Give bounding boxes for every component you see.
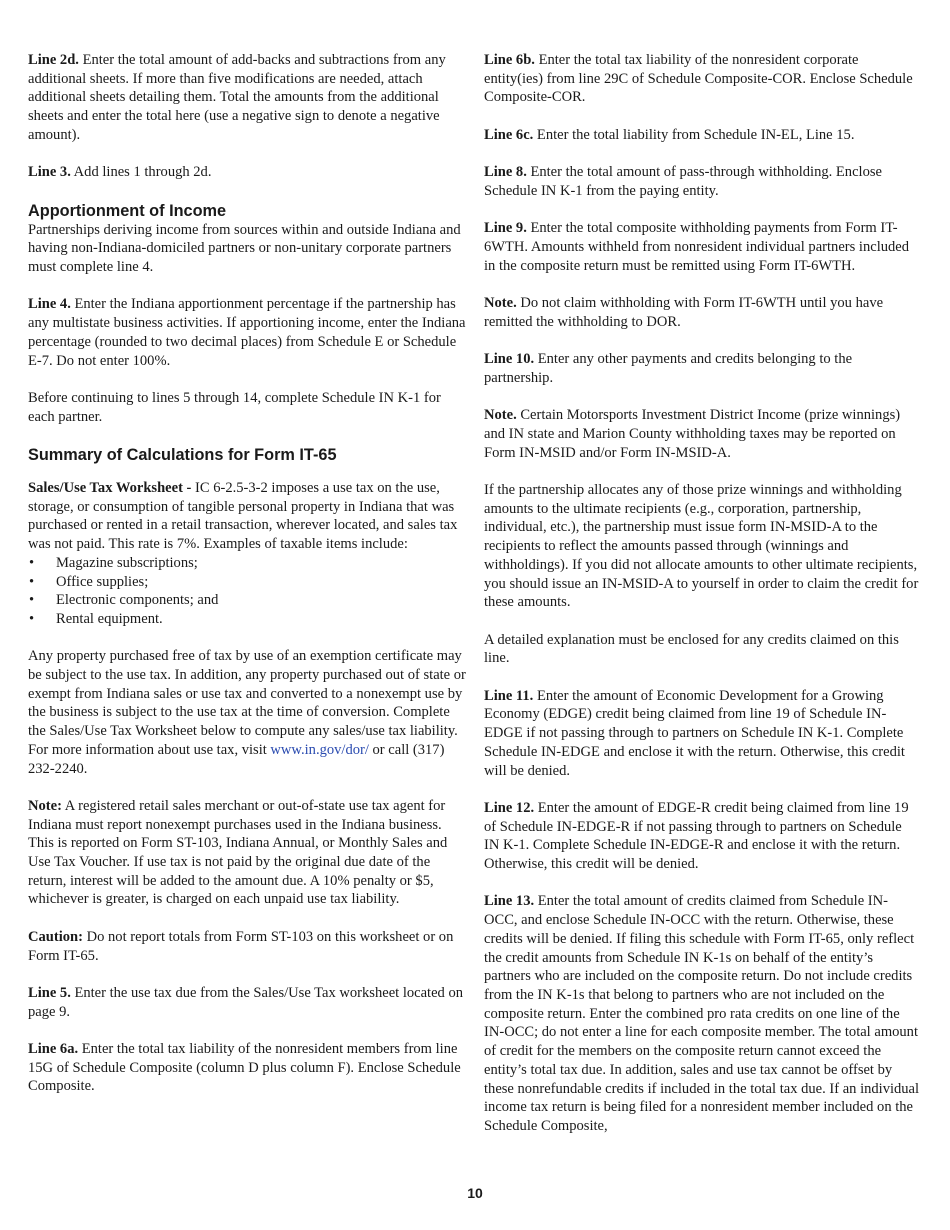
line-11-paragraph	[484, 687, 920, 781]
line-13-text: Enter the total amount of credits claimed from Schedule IN-OCC, and enclose Schedule IN-OCC with the return. Otherwise, these credits will be denied. If filing this schedule with Form IT-65, only reflect the credit amounts from Schedule IN K-1s on behalf of the entity’s partners who are included on the composite return. Do not include credits from the IN K-1s that belong to partners who are not included on the composite return. Enter the combined pro rata credits on one line of the IN-OCC; do not enter a line for each composite member. The total amount of credit for the members on the composite return cannot exceed the entity’s total tax due. In addition, sales and use tax cannot be offset by these nonrefundable credits if included in the total tax due. If an individual income tax return is being filed for a nonresident member included on the Schedule Composite,	[484, 893, 920, 1134]
note-label: Note:	[28, 797, 62, 814]
line-8-paragraph	[484, 163, 920, 200]
bullet-icon: •	[29, 573, 35, 590]
note-withholding-label: Note.	[484, 295, 517, 312]
property-tail-text: or call (317) 232-2240.	[28, 741, 445, 777]
line-5-paragraph	[28, 984, 468, 1021]
note-motorsports-text: Certain Motorsports Investment District Income (prize winnings) and IN state and Marion County withholding taxes may be reported on Form IN-MSID and/or Form IN-MSID-A.	[484, 407, 901, 461]
left-column	[28, 51, 468, 1115]
caution-text: Do not report totals from Form ST-103 on this worksheet or on Form IT-65.	[28, 928, 454, 964]
line-5-text: Enter the use tax due from the Sales/Use Tax worksheet located on page 9.	[28, 984, 464, 1020]
line-12-text: Enter the amount of EDGE-R credit being claimed from line 19 of Schedule IN-EDGE-R if not passing through to partners on Schedule IN K-1. Complete Schedule IN-EDGE-R and enclose it with the return. Otherwise, this credit will be denied.	[484, 799, 909, 873]
line-11-text: Enter the amount of Economic Development for a Growing Economy (EDGE) credit being claimed from line 19 of Schedule IN-EDGE if not passing through to partners on Schedule IN K-1. Complete Schedule IN-EDGE and enclose it with the return. Otherwise, this credit will be denied.	[484, 687, 905, 779]
line-13-paragraph	[484, 892, 920, 1135]
line-2d-text: Enter the total amount of add-backs and subtractions from any additional sheets. If more than five modifications are needed, attach additional sheets detailing them. Total the amounts from the additional sheets and enter the total here (use a negative sign to denote a negative amount).	[28, 52, 446, 143]
line-12-paragraph	[484, 799, 920, 874]
line-3-label: Line 3.	[28, 164, 71, 181]
allocates-paragraph: If the partnership allocates any of those prize winnings and withholding amounts to the ultimate recipients (e.g., corporation, partnership, individual, etc.), the partnership must issue form IN-MSID-A to the recipients to reflect the amounts passed through (winnings and withholdings). If you did not allocate amounts to other ultimate recipients, you should issue an IN-MSID-A to yourself in order to claim the credit for these amounts.	[484, 482, 919, 611]
line-6c-text: Enter the total liability from Schedule IN-EL, Line 15.	[533, 126, 855, 143]
bullet-icon: •	[29, 610, 35, 627]
sales-use-tax-paragraph	[28, 479, 468, 554]
line-6a-paragraph	[28, 1040, 468, 1096]
apportionment-paragraph: Partnerships deriving income from sources within and outside Indiana and having non-Indiana-domiciled partners or non-unitary corporate partners must complete line 4.	[28, 221, 461, 275]
list-item	[28, 554, 468, 573]
line-9-label: Line 9.	[484, 220, 527, 237]
line-3-text: Add lines 1 through 2d.	[70, 164, 212, 181]
note-withholding-paragraph	[484, 294, 920, 331]
before-continuing-paragraph: Before continuing to lines 5 through 14, complete Schedule IN K-1 for each partner.	[28, 389, 441, 425]
property-paragraph	[28, 647, 468, 778]
list-item-text: Magazine subscriptions;	[56, 554, 198, 571]
line-8-text: Enter the total amount of pass-through withholding. Enclose Schedule IN K-1 from the paying entity.	[484, 164, 882, 199]
line-6a-text: Enter the total tax liability of the nonresident members from line 15G of Schedule Composite (column D plus column F). Enclose Schedule Composite.	[28, 1041, 461, 1095]
line-6c-label: Line 6c.	[484, 126, 534, 143]
bullet-icon: •	[29, 592, 35, 609]
caution-label: Caution:	[28, 928, 83, 945]
sales-use-tax-label: Sales/Use Tax Worksheet -	[28, 479, 192, 496]
caution-paragraph	[28, 928, 468, 965]
summary-heading: Summary of Calculations for Form IT-65	[28, 445, 337, 464]
line-10-label: Line 10.	[484, 351, 535, 368]
dor-website-link[interactable]: www.in.gov/dor/	[270, 741, 369, 758]
line-6a-label: Line 6a.	[28, 1041, 79, 1057]
line-10-paragraph	[484, 350, 920, 387]
note-withholding-text: Do not claim withholding with Form IT-6WTH until you have remitted the withholding to DOR.	[484, 295, 884, 330]
note-paragraph	[28, 797, 468, 909]
sales-use-tax-text: IC 6-2.5-3-2 imposes a use tax on the use, storage, or consumption of tangible personal property in Indiana that was purchased or rented in a retail transaction, wherever located, and sales tax was not paid. This rate is 7%. Examples of taxable items include:	[28, 479, 458, 553]
line-2d-label: Line 2d.	[28, 52, 79, 68]
note-text: A registered retail sales merchant or out-of-state use tax agent for Indiana must report nonexempt purchases used in the Indiana business. This is reported on Form ST-103, Indiana Annual, or Monthly Sales and Use Tax Voucher. If use tax is not paid by the original due date of the return, interest will be added to the amount due. A 10% penalty or $5, whichever is greater, is charged on each unpaid use tax liability.	[28, 797, 448, 908]
line-9-text: Enter the total composite withholding payments from Form IT-6WTH. Amounts withheld from nonresident individual partners included in the composite return must be remitted using Form IT-6WTH.	[484, 220, 910, 274]
line-6b-label: Line 6b.	[484, 52, 535, 68]
line-10-text: Enter any other payments and credits belonging to the partnership.	[484, 351, 853, 386]
list-item-text: Electronic components; and	[56, 592, 219, 609]
line-6c-paragraph	[484, 126, 920, 145]
line-4-paragraph	[28, 295, 468, 370]
property-text: Any property purchased free of tax by use of an exemption certificate may be subject to the use tax. In addition, any property purchased out of state or exempt from Indiana sales or use tax and converted to a nonexempt use by the business is subject to the use tax at the time of conversion. Complete the Sales/Use Tax Worksheet below to compute any sales/use tax liability. For more information about use tax, visit	[28, 648, 466, 758]
line-6b-paragraph	[484, 51, 920, 107]
line-9-paragraph	[484, 219, 920, 275]
line-13-label: Line 13.	[484, 893, 535, 910]
list-item	[28, 610, 468, 629]
right-column	[484, 51, 920, 1154]
line-4-text: Enter the Indiana apportionment percentage if the partnership has any multistate business activities. If apportioning income, enter the Indiana percentage (rounded to two decimal places) from Schedule E or Schedule E-7. Do not enter 100%.	[28, 296, 466, 369]
list-item-text: Rental equipment.	[56, 610, 163, 627]
detailed-explanation-paragraph: A detailed explanation must be enclosed for any credits claimed on this line.	[484, 631, 899, 667]
line-11-label: Line 11.	[484, 687, 534, 704]
line-6b-text: Enter the total tax liability of the nonresident corporate entity(ies) from line 29C of Schedule Composite-COR. Enclose Schedule Composite-COR.	[484, 52, 913, 106]
apportionment-heading: Apportionment of Income	[28, 201, 227, 220]
line-8-label: Line 8.	[484, 164, 527, 181]
line-5-label: Line 5.	[28, 984, 71, 1001]
line-4-label: Line 4.	[28, 296, 71, 313]
note-motorsports-paragraph	[484, 406, 920, 462]
line-12-label: Line 12.	[484, 799, 535, 816]
note-motorsports-label: Note.	[484, 407, 517, 424]
page-number: 10	[467, 1185, 483, 1201]
list-item	[28, 573, 468, 592]
line-2d-paragraph	[28, 51, 468, 145]
line-3-paragraph	[28, 163, 468, 182]
list-item-text: Office supplies;	[56, 573, 149, 590]
taxable-items-list	[28, 554, 468, 629]
bullet-icon: •	[29, 554, 35, 571]
list-item	[28, 591, 468, 610]
